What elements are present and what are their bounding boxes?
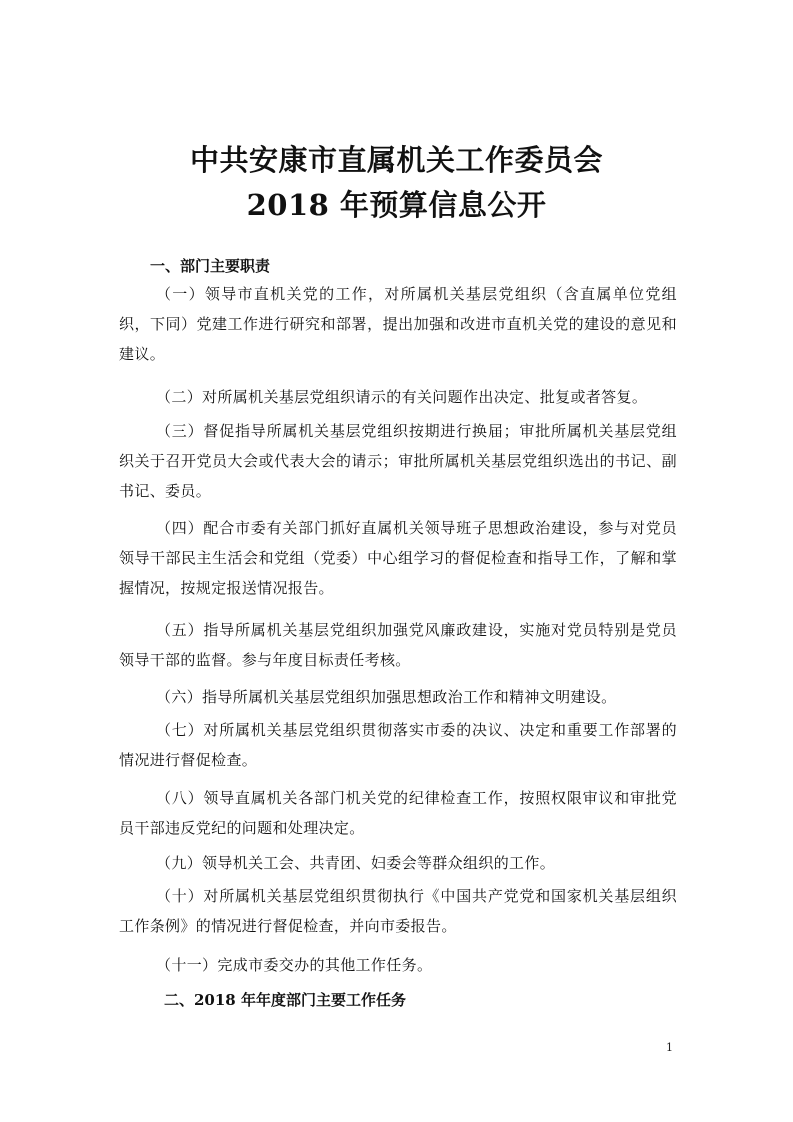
document-title-line-1: 中共安康市直属机关工作委员会 <box>189 143 603 177</box>
duty-item-5: （五）指导所属机关基层党组织加强党风廉政建设，实施对党员特别是党员领导干部的监督。参与年度目标责任考核。 <box>119 621 677 669</box>
duty-item-1: （一）领导市直机关党的工作，对所属机关基层党组织（含直属单位党组织，下同）党建工作进行研究和部署，提出加强和改进市直机关党的建设的意见和建议。 <box>119 285 677 363</box>
section-1-heading: 一、部门主要职责 <box>150 257 271 275</box>
section-2-heading: 二、2018 年年度部门主要工作任务 <box>164 991 406 1009</box>
duty-item-9: （九）领导机关工会、共青团、妇委会等群众组织的工作。 <box>156 854 556 872</box>
duty-item-4: （四）配合市委有关部门抓好直属机关领导班子思想政治建设，参与对党员领导干部民主生活会和党组（党委）中心组学习的督促检查和指导工作，了解和掌握情况，按规定报送情况报告。 <box>119 519 677 597</box>
duty-item-2: （二）对所属机关基层党组织请示的有关问题作出决定、批复或者答复。 <box>156 388 648 406</box>
document-title-line-2: 2018 年预算信息公开 <box>246 188 547 222</box>
duty-item-10: （十）对所属机关基层党组织贯彻执行《中国共产党党和国家机关基层组织工作条例》的情况进行督促检查，并向市委报告。 <box>119 887 677 935</box>
duty-item-11: （十一）完成市委交办的其他工作任务。 <box>156 956 433 974</box>
page-number: 1 <box>666 1041 673 1054</box>
duty-item-6: （六）指导所属机关基层党组织加强思想政治工作和精神文明建设。 <box>156 688 617 706</box>
duty-item-3: （三）督促指导所属机关基层党组织按期进行换届；审批所属机关基层党组织关于召开党员大会或代表大会的请示；审批所属机关基层党组织选出的书记、副书记、委员。 <box>119 422 677 500</box>
duty-item-7: （七）对所属机关基层党组织贯彻落实市委的决议、决定和重要工作部署的情况进行督促检查。 <box>119 721 677 769</box>
duty-item-8: （八）领导直属机关各部门机关党的纪律检查工作，按照权限审议和审批党员干部违反党纪的问题和处理决定。 <box>119 789 677 837</box>
